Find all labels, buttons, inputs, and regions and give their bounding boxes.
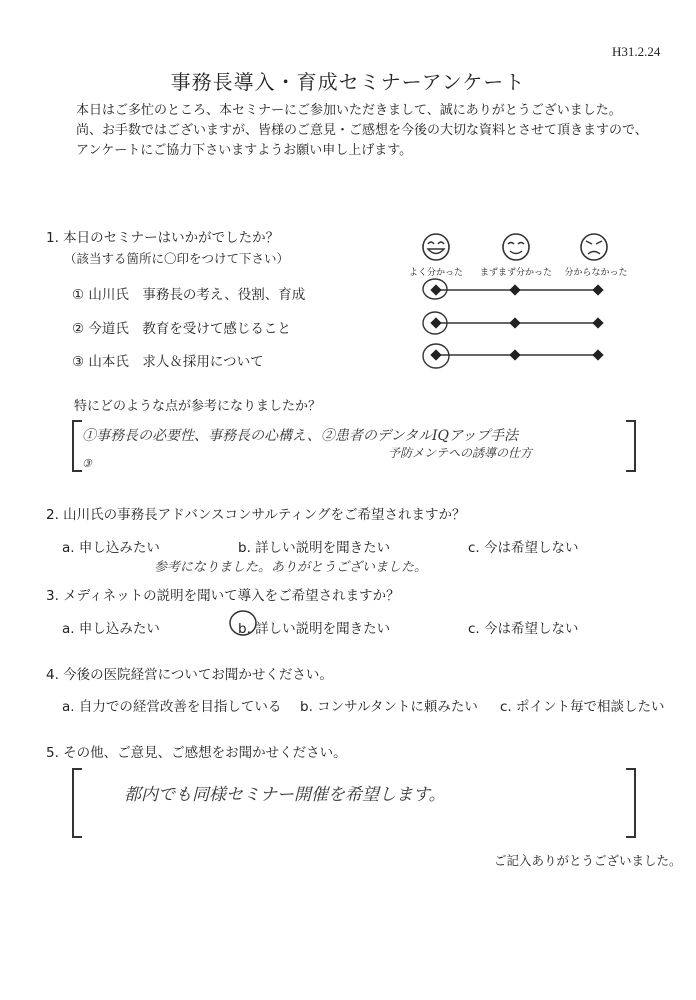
q4-question: 4. 今後の医院経営についてお聞かせください。 xyxy=(46,667,333,683)
q5-question: 5. その他、ご意見、ご感想をお聞かせください。 xyxy=(46,745,347,761)
q2-option-c: c. 今は希望しない xyxy=(468,540,579,556)
q2-option-b: b. 詳しい説明を聞きたい xyxy=(238,540,391,556)
page-title: 事務長導入・育成セミナーアンケート xyxy=(170,70,526,94)
q2-question: 2. 山川氏の事務長アドバンスコンサルティングをご希望されますか？ xyxy=(46,507,466,523)
scale-label-poor: 分からなかった xyxy=(564,268,628,278)
bracket-right xyxy=(626,420,636,472)
closing-message: ご記入ありがとうございました。 xyxy=(494,853,682,868)
happy-face-icon xyxy=(418,232,458,264)
q4-option-a: a. 自力での経営改善を目指している xyxy=(62,699,282,715)
q3-option-a: a. 申し込みたい xyxy=(62,621,160,637)
q1-followup: 特にどのような点が参考になりましたか？ xyxy=(74,399,322,414)
scale-label-fair: まずまず分かった xyxy=(479,268,552,278)
q3-option-b: b. 詳しい説明を聞きたい xyxy=(238,621,391,637)
handwritten-mark-3: ③ xyxy=(82,457,92,470)
q4-option-c: c. ポイント毎で相談したい xyxy=(500,699,665,715)
bracket-left xyxy=(72,768,82,838)
handwritten-answer-2: 予防メンテへの誘導の仕方 xyxy=(388,446,533,460)
handwritten-answer-1: ①事務長の必要性、事務長の心構え、②患者のデンタルIQアップ手法 xyxy=(82,428,519,444)
q1-item-imamichi: ② 今道氏 教育を受けて感じること xyxy=(72,321,291,337)
sad-face-icon xyxy=(576,232,616,264)
q1-note: （該当する箇所に〇印をつけて下さい） xyxy=(64,251,290,266)
date-stamp: H31.2.24 xyxy=(612,44,661,59)
neutral-smile-face-icon xyxy=(498,232,538,264)
q4-option-b: b. コンサルタントに頼みたい xyxy=(300,699,478,715)
intro-line: 尚、お手数ではございますが、皆様のご意見・ご感想を今後の大切な資料とさせて頂きますので、 xyxy=(76,123,648,138)
intro-line: 本日はご多忙のところ、本セミナーにご参加いただきまして、誠にありがとうございました。 xyxy=(76,103,622,118)
q1-question: 1. 本日のセミナーはいかがでしたか？ xyxy=(46,230,280,246)
intro-line: アンケートにご協力下さいますようお願い申し上げます。 xyxy=(76,143,413,158)
q5-handwritten-answer: 都内でも同様セミナー開催を希望します。 xyxy=(124,785,446,805)
intro-text xyxy=(76,101,648,161)
q3-question: 3. メディネットの説明を聞いて導入をご希望されますか？ xyxy=(46,588,400,604)
scale-label-good: よく分かった xyxy=(408,268,463,278)
q1-item-yamakawa: ① 山川氏 事務長の考え、役割、育成 xyxy=(72,287,306,303)
q2-handwritten-note: 参考になりました。ありがとうございました。 xyxy=(154,560,428,575)
q3-selected-circle xyxy=(226,608,258,638)
q3-option-c: c. 今は希望しない xyxy=(468,621,579,637)
bracket-left xyxy=(72,420,82,472)
q1-item-yamamoto: ③ 山本氏 求人＆採用について xyxy=(72,354,264,370)
bracket-right xyxy=(626,768,636,838)
q2-option-a: a. 申し込みたい xyxy=(62,540,160,556)
rating-scale xyxy=(418,274,618,374)
